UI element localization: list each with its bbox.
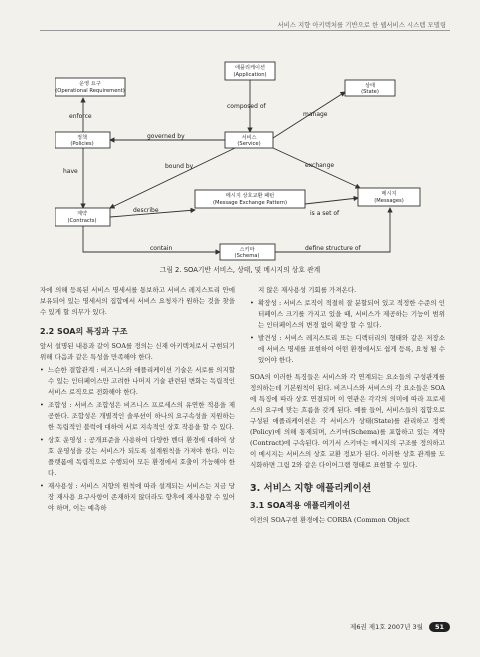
- bullet-reusability: • 재사용성 : 서비스 지향의 원칙에 따라 설계되는 서비스는 지금 당장 재사용 요구사항이 존재하지 않더라도 향후에 재사용할 수 있어야 하며, 이는 예측하: [40, 481, 235, 514]
- edge-label-enforce: enforce: [69, 113, 92, 120]
- node-schema-label: 스키마: [239, 247, 255, 253]
- edge-label-contain: contain: [150, 245, 173, 252]
- left-intro: 자에 의해 등록된 서비스 명세서를 통보하고 서비스 레지스트리 안에 보유되어 있는 명세서의 집합에서 서비스 요청자가 원하는 것을 찾을 수 있게 할 의무가 있다.: [40, 286, 235, 316]
- node-state-label: 상태: [364, 83, 376, 89]
- edge-label-composed-of: composed of: [227, 103, 266, 110]
- edge-label-define-structure-of: define structure of: [305, 245, 361, 252]
- edge-label-manage: manage: [303, 111, 328, 118]
- node-state-sub: (State): [361, 89, 379, 95]
- node-contracts-sub: (Contracts): [67, 218, 97, 224]
- bullet-loose-coupling: • 느슨한 결합관계 : 비즈니스와 애플리케이션 기술은 서로를 의지할 수 있는 인터페이스만 고려한 나머지 기술 관련된 변화는 독립적인 서비스 로직으로 전화해야 한다.: [40, 365, 235, 398]
- edge-label-governed-by: governed by: [147, 133, 185, 140]
- edge-label-is-a-set-of: is a set of: [310, 210, 340, 217]
- node-application-label: 애플리케이션: [234, 65, 266, 71]
- edge-label-exchange: exchange: [305, 162, 335, 169]
- edge-label-describe: describe: [133, 207, 159, 214]
- node-application-sub: (Application): [233, 72, 267, 78]
- bullet-composability: • 조합성 : 서비스 조합성은 비즈니스 프로세스의 유연한 적용을 제공한다. 조합성은 개별적인 솔루션이 하나의 요구속성을 지원하는 한 독립적인 블럭에 대하여 서로 지속적인 상호 작용을 할 수 있다.: [40, 400, 235, 433]
- node-schema-sub: (Schema): [234, 253, 260, 259]
- left-column: [40, 285, 235, 516]
- node-contracts-label: 계약: [76, 211, 88, 217]
- node-messages-label: 메시지: [381, 191, 397, 197]
- running-header: 서비스 지향 아키텍처를 기반으로 한 웹서비스 시스템 모델링: [277, 21, 446, 29]
- bullet-discoverability: • 발견성 : 서비스 레지스트리 또는 디렉터리의 형태와 같은 저장소에 서비스 명세를 표현하여 어떤 환경에서도 쉽게 등록, 요청 될 수 있어야 한다.: [250, 333, 445, 366]
- right-cont: 지 않은 재사용성 기회를 가져온다.: [258, 286, 357, 294]
- edge-label-bound-by: bound by: [165, 163, 194, 170]
- edge-is-a-set-of: [305, 198, 358, 204]
- node-operational-requirement-sub: (Operational Requirement): [55, 88, 125, 94]
- page-number: 51: [429, 622, 450, 632]
- page-footer: [350, 622, 450, 631]
- bullet-extensibility: • 확장성 : 서비스 로직이 적절히 잘 분할되어 있고 적정한 수준의 인터페이스 크기를 가지고 있을 때, 서비스가 제공하는 기능이 범위는 인터페이스의 변경 없이 확장 할 수 있다.: [250, 298, 445, 331]
- soa-relationship-diagram: [55, 40, 445, 280]
- figure-caption: 그림 2. SOA기반 서비스, 상태, 및 메시지의 상호 관계: [159, 266, 321, 274]
- node-operational-requirement-label: 운영 요구: [79, 81, 101, 87]
- node-mep-label: 메시지 상호교환 패턴: [225, 193, 275, 199]
- node-policies-sub: (Policies): [70, 141, 94, 147]
- issue-info: 제6권 제1호 2007년 3월: [350, 623, 423, 631]
- right-last: 이전의 SOA구현 환경에는 CORBA (Common Object: [250, 516, 410, 524]
- left-para: 앞서 설명된 내용과 같이 SOA를 정의는 신재 아키텍처로서 구현되기 위해 다음과 같은 특성을 만족해야 한다.: [40, 342, 235, 361]
- section-title-3-1: 3.1 SOA적용 애플리케이션: [250, 501, 351, 510]
- header-rule: [40, 30, 450, 31]
- node-mep-sub: (Message Exchange Pattern): [212, 200, 288, 206]
- edge-label-have: have: [63, 168, 78, 175]
- node-messages-sub: (Messages): [374, 198, 404, 204]
- node-service-label: 서비스: [241, 135, 257, 141]
- node-policies-label: 정책: [76, 135, 88, 141]
- right-para: SOA의 이러한 특징들은 서비스와 각 연계되는 요소들의 구성관계를 정의하는데 기본원칙이 된다. 비즈니스와 서비스의 각 요소들은 SOA에 특징에 따라 상호 연결되며 이 연관은 각각의 의미에 따라 프로세스의 요구에 맞는 흐름을 갖게 된다. 예를 들어, 서비스들의 집합으로 구성된 애플리케이션은 각 서비스가 상태(State)를 관리하고 정책(Policy)에 의해 통제되며, 스키마(Schema)를 포함하고 있는 계약(Contract)에 구속된다. 여기서 스키마는 메시지의 구조를 정의하고 이 메시지는 서비스의 상호 교환 정보가 된다. 이러한 상호 관계를 도식화하면 그림 2와 같은 다이어그램 형태로 표현할 수 있다.: [250, 373, 445, 469]
- node-service-sub: (Service): [237, 141, 261, 147]
- bullet-interoperability: • 상호 운영성 : 공개표준을 사용하여 다양한 벤더 환경에 대하여 상호 운영성을 갖는 서비스가 되도록 설계원칙을 가져야 한다. 이는 플랫폼에 독립적으로 수행되어 모든 환경에서 호출이 가능해야 한다.: [40, 435, 235, 479]
- section-title-2-2: 2.2 SOA의 특징과 구조: [40, 327, 128, 336]
- right-column: [250, 285, 445, 528]
- section-title-3: 3. 서비스 지향 애플리케이션: [250, 483, 372, 494]
